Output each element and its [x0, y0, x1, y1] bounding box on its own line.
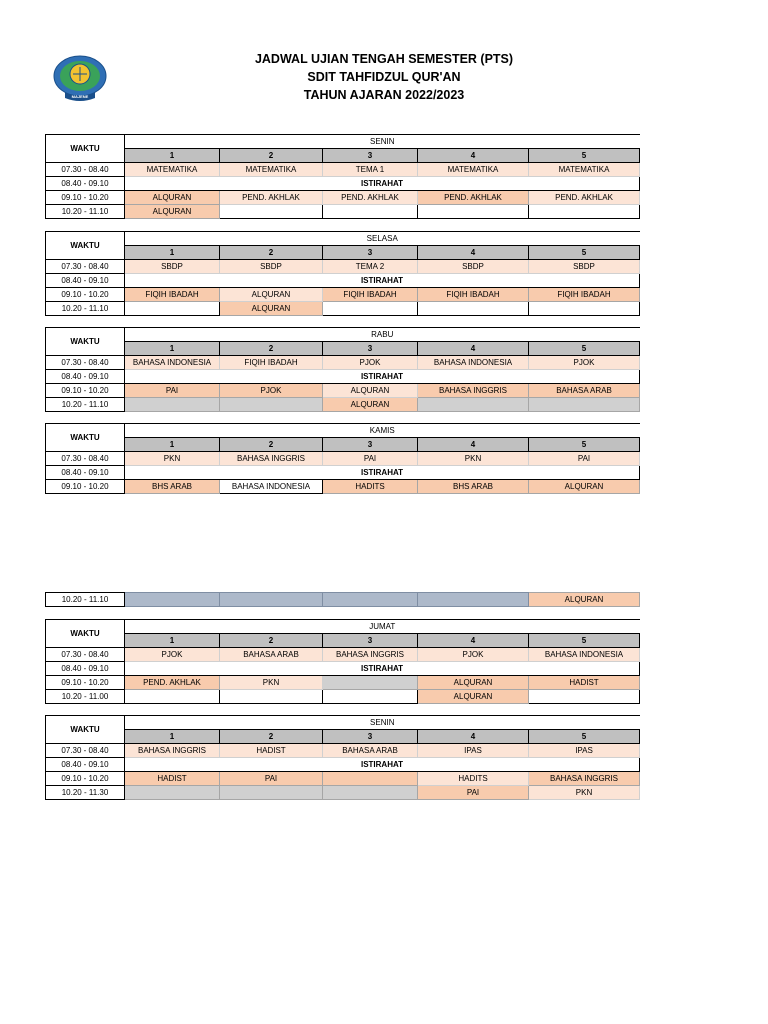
time-cell: 07.30 - 08.40 — [46, 163, 125, 177]
table-row — [46, 191, 640, 205]
column-number: 1 — [125, 634, 220, 648]
day-header-row — [46, 135, 640, 149]
table-row — [46, 772, 640, 786]
time-cell: 07.30 - 08.40 — [46, 744, 125, 758]
column-number: 1 — [125, 730, 220, 744]
subject-cell — [529, 398, 640, 412]
subject-cell: MATEMATIKA — [220, 163, 323, 177]
column-number: 3 — [323, 438, 418, 452]
table-row — [46, 690, 640, 704]
subject-cell: FIQIH IBADAH — [418, 288, 529, 302]
table-row — [46, 370, 640, 384]
subject-cell: PAI — [220, 772, 323, 786]
subject-cell: ALQURAN — [125, 205, 220, 219]
subject-cell — [220, 593, 323, 607]
column-number: 3 — [323, 730, 418, 744]
title-line-3: TAHUN AJARAN 2022/2023 — [303, 88, 465, 102]
subject-cell: ALQURAN — [418, 690, 529, 704]
subject-cell: ALQURAN — [529, 593, 640, 607]
subject-cell: PJOK — [220, 384, 323, 398]
subject-cell — [418, 302, 529, 316]
break-cell: ISTIRAHAT — [125, 370, 640, 384]
subject-cell: BAHASA INDONESIA — [418, 356, 529, 370]
day-header-row — [46, 716, 640, 730]
svg-text:MAJENE: MAJENE — [71, 94, 89, 99]
time-cell: 10.20 - 11.10 — [46, 398, 125, 412]
schedule-table — [45, 592, 640, 607]
day-name: JUMAT — [125, 620, 640, 634]
subject-cell — [220, 398, 323, 412]
time-cell: 09.10 - 10.20 — [46, 772, 125, 786]
table-row — [46, 302, 640, 316]
subject-cell: FIQIH IBADAH — [529, 288, 640, 302]
subject-cell: FIQIH IBADAH — [323, 288, 418, 302]
subject-cell: TEMA 1 — [323, 163, 418, 177]
subject-cell — [529, 690, 640, 704]
subject-cell: IPAS — [529, 744, 640, 758]
column-number-row — [46, 634, 640, 648]
schedule-table — [45, 231, 640, 316]
subject-cell — [323, 593, 418, 607]
subject-cell: HADITS — [323, 480, 418, 494]
table-row — [46, 744, 640, 758]
column-number: 1 — [125, 149, 220, 163]
subject-cell — [323, 676, 418, 690]
subject-cell — [220, 205, 323, 219]
column-number: 4 — [418, 246, 529, 260]
column-number: 5 — [529, 149, 640, 163]
subject-cell: HADIST — [529, 676, 640, 690]
column-number-row — [46, 438, 640, 452]
day-header-row — [46, 232, 640, 246]
time-cell: 08.40 - 09.10 — [46, 370, 125, 384]
subject-cell: PKN — [220, 676, 323, 690]
column-number: 1 — [125, 438, 220, 452]
subject-cell: ALQURAN — [323, 398, 418, 412]
column-number: 4 — [418, 149, 529, 163]
time-cell: 10.20 - 11.00 — [46, 690, 125, 704]
subject-cell — [125, 690, 220, 704]
subject-cell: PKN — [125, 452, 220, 466]
column-number-row — [46, 730, 640, 744]
subject-cell: SBDP — [529, 260, 640, 274]
day-header-row — [46, 620, 640, 634]
table-row — [46, 648, 640, 662]
break-cell: ISTIRAHAT — [125, 466, 640, 480]
subject-cell: FIQIH IBADAH — [220, 356, 323, 370]
break-cell: ISTIRAHAT — [125, 177, 640, 191]
time-cell: 09.10 - 10.20 — [46, 191, 125, 205]
column-number: 2 — [220, 246, 323, 260]
schedule-table — [45, 715, 640, 800]
subject-cell: PEND. AKHLAK — [220, 191, 323, 205]
subject-cell: PEND. AKHLAK — [529, 191, 640, 205]
waktu-header: WAKTU — [46, 135, 125, 163]
subject-cell: HADITS — [418, 772, 529, 786]
subject-cell: ALQURAN — [220, 302, 323, 316]
subject-cell: ALQURAN — [125, 191, 220, 205]
time-cell: 07.30 - 08.40 — [46, 648, 125, 662]
subject-cell: SBDP — [220, 260, 323, 274]
subject-cell — [323, 772, 418, 786]
table-row — [46, 662, 640, 676]
table-row — [46, 786, 640, 800]
column-number: 2 — [220, 342, 323, 356]
column-number: 5 — [529, 730, 640, 744]
subject-cell: BAHASA INGGRIS — [323, 648, 418, 662]
time-cell: 09.10 - 10.20 — [46, 288, 125, 302]
time-cell: 10.20 - 11.10 — [46, 593, 125, 607]
subject-cell: ALQURAN — [529, 480, 640, 494]
subject-cell: PJOK — [125, 648, 220, 662]
table-row — [46, 398, 640, 412]
day-name: SENIN — [125, 716, 640, 730]
column-number: 1 — [125, 342, 220, 356]
subject-cell — [323, 205, 418, 219]
subject-cell — [323, 786, 418, 800]
subject-cell — [418, 593, 529, 607]
subject-cell: BHS ARAB — [418, 480, 529, 494]
time-cell: 08.40 - 09.10 — [46, 662, 125, 676]
day-header-row — [46, 424, 640, 438]
column-number-row — [46, 246, 640, 260]
subject-cell: IPAS — [418, 744, 529, 758]
column-number: 5 — [529, 634, 640, 648]
subject-cell: PAI — [529, 452, 640, 466]
table-row — [46, 177, 640, 191]
title-line-1: JADWAL UJIAN TENGAH SEMESTER (PTS) — [254, 52, 514, 66]
column-number: 5 — [529, 438, 640, 452]
subject-cell: BAHASA INDONESIA — [125, 356, 220, 370]
table-row — [46, 205, 640, 219]
column-number: 3 — [323, 634, 418, 648]
column-number: 4 — [418, 730, 529, 744]
waktu-header: WAKTU — [46, 716, 125, 744]
subject-cell: ALQURAN — [323, 384, 418, 398]
subject-cell: PEND. AKHLAK — [125, 676, 220, 690]
time-cell: 08.40 - 09.10 — [46, 758, 125, 772]
subject-cell — [418, 398, 529, 412]
column-number-row — [46, 149, 640, 163]
subject-cell: PKN — [418, 452, 529, 466]
time-cell: 08.40 - 09.10 — [46, 177, 125, 191]
subject-cell: TEMA 2 — [323, 260, 418, 274]
table-row — [46, 758, 640, 772]
column-number: 2 — [220, 149, 323, 163]
table-row — [46, 466, 640, 480]
subject-cell: FIQIH IBADAH — [125, 288, 220, 302]
table-row — [46, 163, 640, 177]
column-number-row — [46, 342, 640, 356]
document-header — [0, 50, 768, 104]
table-row — [46, 676, 640, 690]
subject-cell: BAHASA INDONESIA — [529, 648, 640, 662]
subject-cell: BAHASA ARAB — [323, 744, 418, 758]
waktu-header: WAKTU — [46, 232, 125, 260]
subject-cell: BAHASA INGGRIS — [125, 744, 220, 758]
subject-cell — [220, 690, 323, 704]
day-name: SENIN — [125, 135, 640, 149]
table-row — [46, 593, 640, 607]
subject-cell — [418, 205, 529, 219]
table-row — [46, 480, 640, 494]
column-number: 3 — [323, 149, 418, 163]
subject-cell: BAHASA INGGRIS — [418, 384, 529, 398]
title-line-2: SDIT TAHFIDZUL QUR'AN — [307, 70, 461, 84]
subject-cell: HADIST — [125, 772, 220, 786]
subject-cell: ALQURAN — [220, 288, 323, 302]
column-number: 2 — [220, 730, 323, 744]
time-cell: 08.40 - 09.10 — [46, 466, 125, 480]
subject-cell: ALQURAN — [418, 676, 529, 690]
subject-cell: PJOK — [529, 356, 640, 370]
time-cell: 07.30 - 08.40 — [46, 356, 125, 370]
day-name: SELASA — [125, 232, 640, 246]
column-number: 1 — [125, 246, 220, 260]
time-cell: 09.10 - 10.20 — [46, 676, 125, 690]
subject-cell: PKN — [529, 786, 640, 800]
break-cell: ISTIRAHAT — [125, 274, 640, 288]
subject-cell: MATEMATIKA — [418, 163, 529, 177]
subject-cell — [125, 398, 220, 412]
schedule-table — [45, 327, 640, 412]
subject-cell: BAHASA INDONESIA — [220, 480, 323, 494]
time-cell: 09.10 - 10.20 — [46, 384, 125, 398]
column-number: 4 — [418, 438, 529, 452]
column-number: 3 — [323, 246, 418, 260]
subject-cell: BAHASA ARAB — [529, 384, 640, 398]
subject-cell: PEND. AKHLAK — [323, 191, 418, 205]
subject-cell — [529, 205, 640, 219]
column-number: 2 — [220, 634, 323, 648]
column-number: 5 — [529, 342, 640, 356]
subject-cell: PAI — [323, 452, 418, 466]
waktu-header: WAKTU — [46, 424, 125, 452]
subject-cell — [529, 302, 640, 316]
subject-cell — [323, 690, 418, 704]
subject-cell: BHS ARAB — [125, 480, 220, 494]
table-row — [46, 452, 640, 466]
day-header-row — [46, 328, 640, 342]
schedule-table — [45, 423, 640, 494]
subject-cell: BAHASA INGGRIS — [529, 772, 640, 786]
subject-cell: BAHASA ARAB — [220, 648, 323, 662]
break-cell: ISTIRAHAT — [125, 758, 640, 772]
subject-cell — [125, 302, 220, 316]
subject-cell: MATEMATIKA — [125, 163, 220, 177]
column-number: 2 — [220, 438, 323, 452]
waktu-header: WAKTU — [46, 620, 125, 648]
subject-cell: PEND. AKHLAK — [418, 191, 529, 205]
schedule-table — [45, 134, 640, 219]
schedule-table — [45, 619, 640, 704]
day-name: RABU — [125, 328, 640, 342]
subject-cell: PJOK — [418, 648, 529, 662]
subject-cell — [125, 786, 220, 800]
school-logo-icon — [51, 52, 109, 104]
time-cell: 10.20 - 11.10 — [46, 205, 125, 219]
table-row — [46, 356, 640, 370]
subject-cell: PJOK — [323, 356, 418, 370]
waktu-header: WAKTU — [46, 328, 125, 356]
table-row — [46, 260, 640, 274]
time-cell: 10.20 - 11.30 — [46, 786, 125, 800]
subject-cell — [220, 786, 323, 800]
day-name: KAMIS — [125, 424, 640, 438]
column-number: 3 — [323, 342, 418, 356]
subject-cell: PAI — [418, 786, 529, 800]
time-cell: 07.30 - 08.40 — [46, 452, 125, 466]
time-cell: 08.40 - 09.10 — [46, 274, 125, 288]
subject-cell: SBDP — [418, 260, 529, 274]
table-row — [46, 384, 640, 398]
column-number: 4 — [418, 342, 529, 356]
table-row — [46, 274, 640, 288]
break-cell: ISTIRAHAT — [125, 662, 640, 676]
subject-cell — [323, 302, 418, 316]
table-row — [46, 288, 640, 302]
subject-cell: BAHASA INGGRIS — [220, 452, 323, 466]
subject-cell: SBDP — [125, 260, 220, 274]
time-cell: 09.10 - 10.20 — [46, 480, 125, 494]
subject-cell: PAI — [125, 384, 220, 398]
subject-cell: HADIST — [220, 744, 323, 758]
time-cell: 10.20 - 11.10 — [46, 302, 125, 316]
column-number: 4 — [418, 634, 529, 648]
subject-cell — [125, 593, 220, 607]
column-number: 5 — [529, 246, 640, 260]
subject-cell: MATEMATIKA — [529, 163, 640, 177]
time-cell: 07.30 - 08.40 — [46, 260, 125, 274]
